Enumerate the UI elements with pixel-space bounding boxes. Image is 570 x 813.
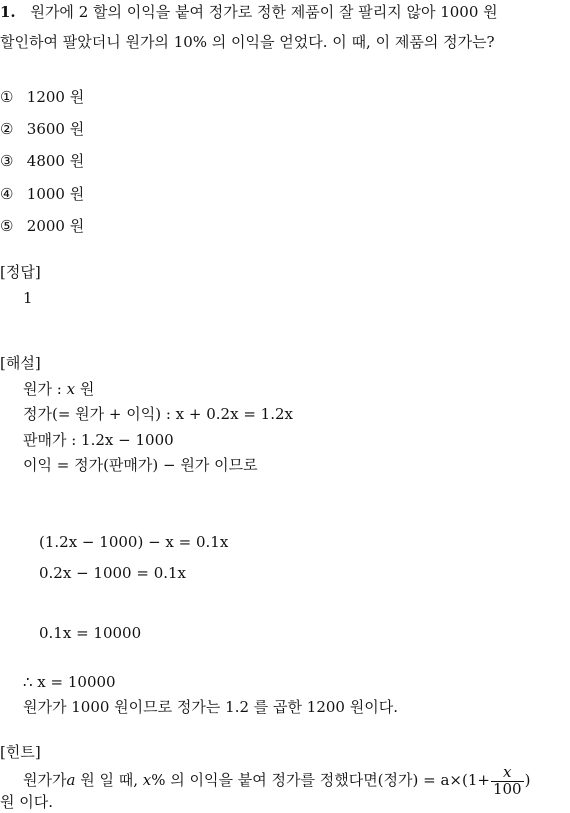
hint-line-2: 원 이다.	[0, 793, 54, 811]
choice-text: 4800 원	[26, 152, 85, 170]
equation-2: 0.2x − 1000 = 0.1x	[39, 564, 187, 582]
choice-1[interactable]	[0, 88, 84, 106]
explanation-line-1	[23, 380, 94, 398]
choice-3[interactable]	[0, 152, 84, 170]
choice-mark: ③	[0, 152, 14, 170]
answer-value: 1	[23, 289, 33, 307]
explanation-line-2: 정가(= 원가 + 이익) : x + 0.2x = 1.2x	[23, 405, 293, 423]
question-line-1	[0, 3, 498, 21]
variable-x: x	[142, 771, 152, 789]
choice-4[interactable]	[0, 185, 84, 203]
choice-text: 1200 원	[26, 88, 85, 106]
conclusion-line: 원가가 1000 원이므로 정가는 1.2 를 곱한 1200 원이다.	[23, 698, 398, 716]
choice-2[interactable]	[0, 120, 84, 138]
choice-mark: ②	[0, 120, 14, 138]
choice-5[interactable]	[0, 217, 84, 235]
question-number: 1.	[0, 3, 16, 21]
choice-mark: ④	[0, 185, 14, 203]
fraction-numerator: x	[503, 762, 512, 781]
variable-a: a	[66, 771, 76, 789]
hint-label: [힌트]	[0, 743, 41, 761]
variable-x: x	[66, 380, 76, 398]
choice-text: 1000 원	[26, 185, 85, 203]
choice-text: 2000 원	[26, 217, 85, 235]
answer-label: [정답]	[0, 263, 41, 281]
fraction-denominator: 100	[492, 779, 522, 798]
equation-1: (1.2x − 1000) − x = 0.1x	[39, 533, 229, 551]
hint-pre: 원가가	[23, 771, 67, 789]
explanation-line-1-post: 원	[75, 380, 95, 398]
hint-line-1	[23, 762, 530, 798]
hint-close-paren: )	[524, 771, 531, 789]
question-text-1: 원가에 2 할의 이익을 붙여 정가로 정한 제품이 잘 팔리지 않아 1000 원	[30, 3, 498, 21]
equation-3: 0.1x = 10000	[39, 624, 142, 642]
hint-mid: 원 일 때,	[75, 771, 143, 789]
fraction-x-over-100	[491, 762, 524, 798]
explanation-line-3: 판매가 : 1.2x − 1000	[23, 431, 174, 449]
choice-text: 3600 원	[26, 120, 85, 138]
hint-post: % 의 이익을 붙여 정가를 정했다면(정가) = a×(1+	[151, 771, 490, 789]
choice-mark: ①	[0, 88, 14, 106]
explanation-label: [해설]	[0, 354, 41, 372]
explanation-line-4: 이익 = 정가(판매가) − 원가 이므로	[23, 456, 258, 474]
therefore-line: ∴ x = 10000	[23, 673, 116, 691]
question-text-2: 할인하여 팔았더니 원가의 10% 의 이익을 얻었다. 이 때, 이 제품의 정가는?	[0, 33, 495, 51]
explanation-line-1-pre: 원가 :	[23, 380, 67, 398]
choice-mark: ⑤	[0, 217, 14, 235]
